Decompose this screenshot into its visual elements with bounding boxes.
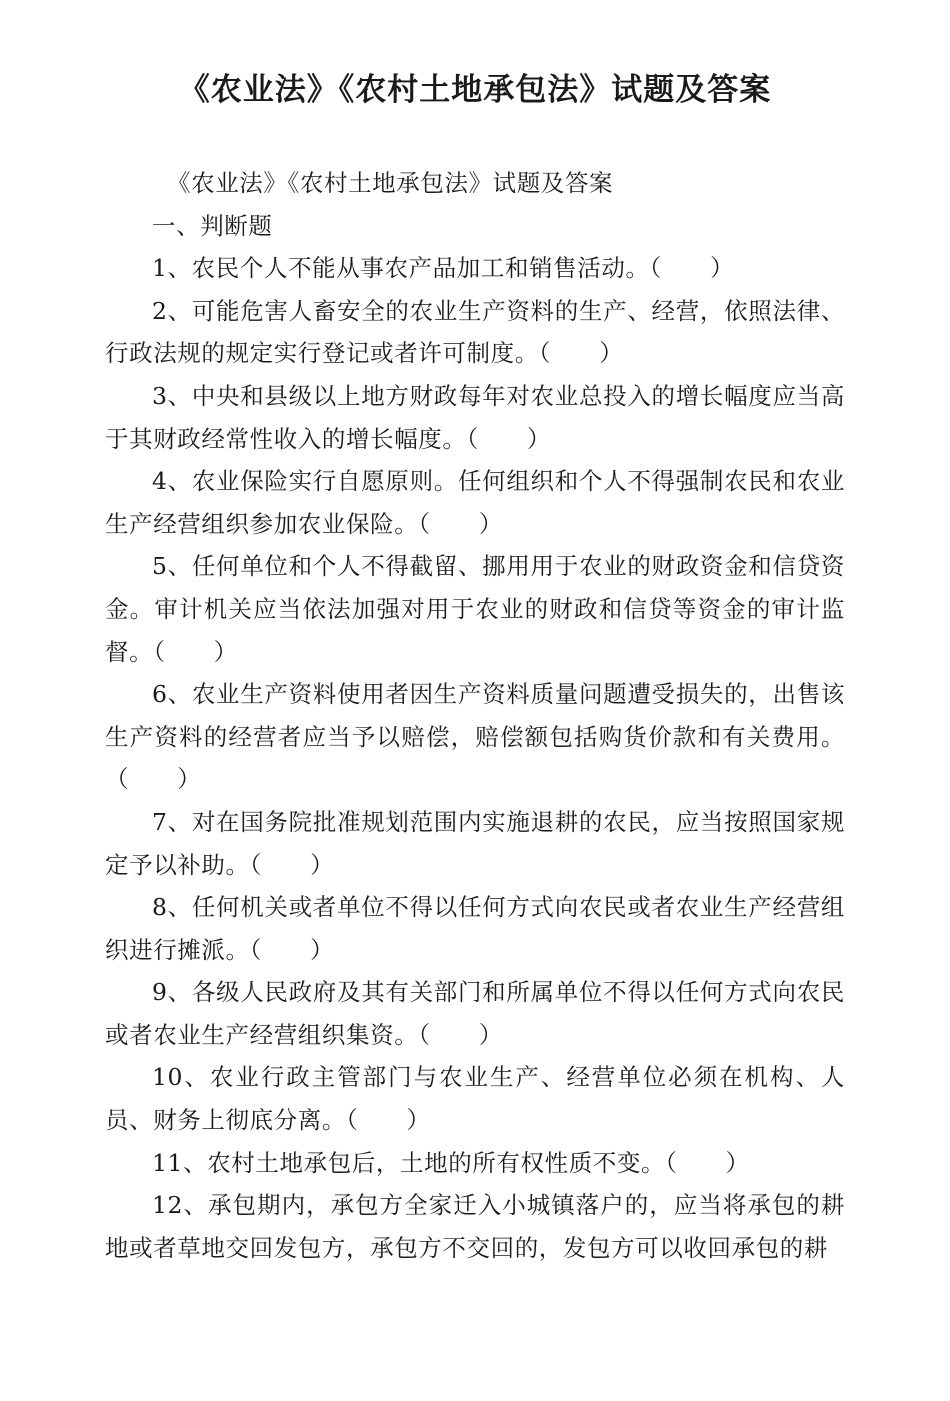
question-item: 7、对在国务院批准规划范围内实施退耕的农民，应当按照国家规定予以补助。（ ） (105, 807, 845, 879)
question-item: 3、中央和县级以上地方财政每年对农业总投入的增长幅度应当高于其财政经常性收入的增长幅度。（ ） (105, 381, 845, 453)
section-heading: 一、判断题 (152, 211, 273, 240)
question-item: 9、各级人民政府及其有关部门和所属单位不得以任何方式向农民或者农业生产经营组织集资。（ ） (105, 978, 845, 1049)
question-item: 10、农业行政主管部门与农业生产、经营单位必须在机构、人员、财务上彻底分离。（ ） (105, 1063, 845, 1135)
question-item: 6、农业生产资料使用者因生产资料质量问题遭受损失的，出售该生产资料的经营者应当予以赔偿，赔偿额包括购货价款和有关费用。（ ） (105, 680, 845, 794)
document-subtitle: 《农业法》《农村土地承包法》试题及答案 (167, 169, 614, 197)
document-body (105, 162, 845, 1269)
question-item: 8、任何机关或者单位不得以任何方式向农民或者农业生产经营组织进行摊派。（ ） (105, 893, 845, 964)
document-title: 《农业法》《农村土地承包法》试题及答案 (178, 72, 772, 108)
question-item: 4、农业保险实行自愿原则。任何组织和个人不得强制农民和农业生产经营组织参加农业保险。（ ） (105, 467, 845, 538)
question-item: 5、任何单位和个人不得截留、挪用用于农业的财政资金和信贷资金。审计机关应当依法加强对用于农业的财政和信贷等资金的审计监督。（ ） (105, 552, 845, 666)
question-item: 2、可能危害人畜安全的农业生产资料的生产、经营，依照法律、行政法规的规定实行登记或者许可制度。（ ） (105, 296, 845, 368)
question-item: 1、农民个人不能从事农产品加工和销售活动。（ ） (152, 254, 735, 283)
question-item: 11、农村土地承包后，土地的所有权性质不变。（ ） (152, 1148, 750, 1177)
question-item: 12、承包期内，承包方全家迁入小城镇落户的，应当将承包的耕地或者草地交回发包方，承包方不交回的，发包方可以收回承包的耕 (105, 1191, 845, 1262)
